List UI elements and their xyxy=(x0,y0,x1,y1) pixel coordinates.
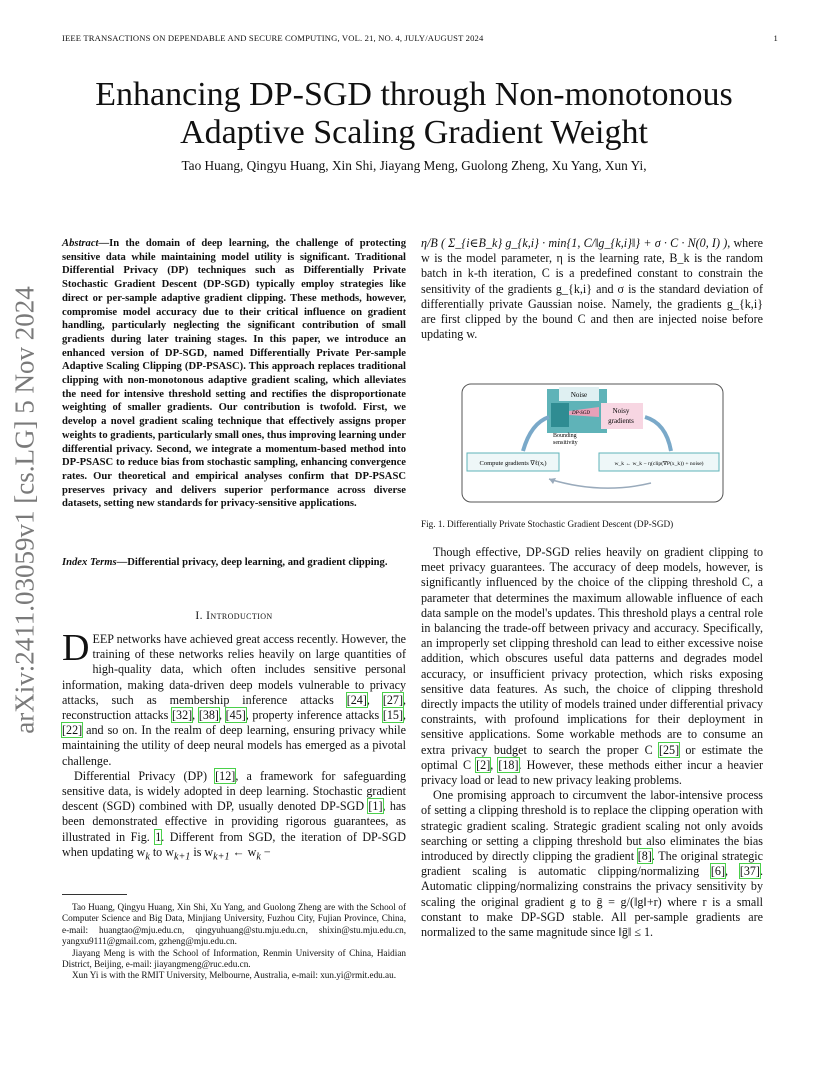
text-run: , xyxy=(725,864,740,879)
citation-link[interactable]: [38] xyxy=(198,708,219,723)
text-run: to w xyxy=(149,844,174,859)
citation-link[interactable]: [8] xyxy=(637,849,652,864)
abstract-label: Abstract xyxy=(62,238,99,249)
right-column-body xyxy=(421,545,763,940)
citation-link[interactable]: [27] xyxy=(382,692,403,707)
text-run: and so on. In the realm of deep learning, ensuring privacy while maintaining the utility of deep neural models has emerged as a pivotal challenge. xyxy=(62,723,406,768)
citation-link[interactable]: [22] xyxy=(62,723,83,738)
abstract xyxy=(62,237,406,511)
text-run: Though effective, DP-SGD relies heavily on gradient clipping to meet privacy guarantees. The accuracy of deep models, however, is significantly influenced by the choice of the clipping threshold C, a parameter that determines the maximum allowable influence of each data sample on the model's updates. This threshold plays a central role in balancing the trade-off between privacy and accuracy. Specifically, an improperly set clipping threshold can lead to either excessive noise addition, which obscures useful data patterns and degrades model accuracy, or insufficient privacy protection, which risks exposing sensitive data features. As such, the choice of clipping threshold directly impacts the utility of models trained under differential privacy constraints, with profound implications for their deployment in sensitive applications. Some workable methods are to consume an extra privacy budget to search the proper C xyxy=(421,545,763,757)
author-list: Tao Huang, Qingyu Huang, Xin Shi, Jiayang Meng, Guolong Zheng, Xu Yang, Xun Yi, xyxy=(181,158,647,173)
dp-sgd-update-paragraph xyxy=(421,236,763,342)
text-run: . However, these methods either incur a heavier privacy load or lead to new privacy leaking problems. xyxy=(421,757,764,788)
journal-name: IEEE TRANSACTIONS ON DEPENDABLE AND SECURE COMPUTING, VOL. 21, NO. 4, JULY/AUGUST 2024 xyxy=(62,33,484,43)
gradients-label: gradients xyxy=(608,417,634,425)
text-run: , reconstruction attacks xyxy=(62,692,407,723)
text-run: or estimate the optimal C xyxy=(421,742,764,772)
section-heading-introduction: I. Introduction xyxy=(195,610,273,622)
text-run: − xyxy=(260,844,271,859)
text-run: One promising approach to circumvent the labor-intensive process of setting a clipping threshold is to replace the clipping operation with strategic gradient scaling. Strategic gradient scaling not only avoids searching or setting a clipping threshold but also eliminates the bias introduced by directly clipping the gradient xyxy=(421,788,763,864)
arxiv-id: arXiv:2411.03059v1 [cs.LG] 5 Nov 2024 xyxy=(9,286,40,734)
footnote-affiliation-3: Xun Yi is with the RMIT University, Melbourne, Australia, e-mail: xun.yi@rmit.edu.au. xyxy=(72,970,397,981)
index-terms-text: —Differential privacy, deep learning, and gradient clipping. xyxy=(116,557,388,568)
noise-label: Noise xyxy=(570,391,588,399)
text-run: . Different from SGD, the iteration of DP-SGD when updating w xyxy=(62,829,406,859)
text-run: , xyxy=(192,708,199,723)
text-run: , a framework for safeguarding sensitive data, is widely adopted in deep learning. Stochastic gradient descent (SGD) combined with DP, usually denoted DP-SGD xyxy=(62,768,406,814)
citation-link[interactable]: [45] xyxy=(225,708,246,723)
title-line-1: Enhancing DP-SGD through Non-monotonous xyxy=(95,76,733,113)
right-paragraph-2 xyxy=(421,788,763,940)
noisy-label: Noisy xyxy=(612,407,630,415)
update-label: w_k ← w_k − η(clip(∇P(x_k)) + noise) xyxy=(614,461,704,467)
text-run: , where w is the model parameter, η is the learning rate, B_k is the random batch in k-th iteration, C is a predefined constant to constrain the sensitivity of the gradients g_{k,i} and σ is the standard deviation of differentially private Gaussian noise. Namely, the gradients g_{k,i} are first clipped by the bound C and then are injected noise before updating w. xyxy=(421,236,763,342)
running-header xyxy=(62,33,778,43)
citation-link[interactable]: [12] xyxy=(215,768,236,783)
abstract-text: —In the domain of deep learning, the challenge of protecting sensitive data while maintaining model utility is significant. Traditional Differential Privacy (DP) techniques such as Differentially Private Stochastic Gradient Descent (DP-SGD) typically employ strategies like direct or per-sample adaptive gradient clipping. These methods, however, compromise model accuracy due to their critical influence on gradient handling, particularly neglecting the significant contribution of small gradients during later training stages. In this paper, we introduce an enhanced version of DP-SGD, named Differentially Private Per-sample Adaptive Scaling Clipping (DP-PSASC). This approach replaces traditional clipping with non-monotonous adaptive gradient scaling, which alleviates the need for intensive threshold setting and rectifies the disproportionate weighting of smaller gradients. Our contribution is twofold. First, we develop a novel gradient scaling technique that effectively assigns proper weights to gradients, particularly small ones, thus improving learning under differential privacy. Second, we integrate a momentum-based method into DP-PSASC to reduce bias from stochastic sampling, enhancing convergence rates. Our theoretical and empirical analyses confirm that DP-PSASC preserves privacy and delivers superior performance across diverse datasets, setting new standards for privacy-sensitive applications. xyxy=(62,238,406,510)
index-terms-label: Index Terms xyxy=(62,557,117,568)
page-number: 1 xyxy=(773,33,778,43)
citation-link[interactable]: [15] xyxy=(382,708,403,723)
bounding-block xyxy=(551,403,569,427)
introduction-body xyxy=(62,627,407,864)
text-run: EEP networks have achieved great access recently. However, the training of these networks relies heavily on large quantities of high-quality data, which often includes sensitive personal information, making data-driven deep models vulnerable to privacy attacks, such as membership inference attacks xyxy=(62,632,406,707)
text-run: , xyxy=(490,757,499,772)
citation-link[interactable]: [37] xyxy=(739,864,760,879)
paper-title xyxy=(60,76,768,152)
compute-gradients-label: Compute gradients ∇ℓ(xᵢ) xyxy=(479,460,547,467)
bounding-label: Bounding xyxy=(553,433,577,439)
text-run: , xyxy=(402,708,407,723)
text-run: Differential Privacy (DP) xyxy=(74,768,216,783)
intro-paragraph-2: Differential Privacy (DP) [12], a framework for safeguarding sensitive data, is widely adopted in deep learning. Stochastic gradient descent (SGD) combined with DP, usually denoted DP-SGD [1], has been demonstrated effective in providing rigorous guarantees, as illustrated in Fig. 1. Different from SGD, the iteration of DP-SGD when updating $w_k$ to $w_{k+1}$ is $w_{k+1}$ ← $w_k$ − xyxy=(62,768,406,863)
text-run: , has been demonstrated effective in providing rigorous guarantees, as illustrated in Fig. xyxy=(62,799,406,844)
citation-link[interactable]: [2] xyxy=(476,757,491,772)
intro-paragraph-1 xyxy=(62,627,407,769)
citation-link[interactable]: [18] xyxy=(498,757,519,772)
footnotes xyxy=(62,902,406,982)
dp-sgd-diagram xyxy=(461,383,724,503)
right-paragraph-1 xyxy=(421,545,763,788)
figure-link[interactable]: 1 xyxy=(155,829,162,844)
footnote-rule xyxy=(62,894,127,895)
text-run: . Automatic clipping/normalizing constrains the privacy sensitivity by scaling the original gradient g to ḡ = g/(‖g‖+r) where r is a small constant to make DP-SGD stable. All per-sample gradients are normalized to the same magnitude since ‖ḡ‖ ≤ 1. xyxy=(421,864,763,940)
figure-1 xyxy=(461,383,724,503)
dp-sgd-arrow-label: DP-SGD xyxy=(571,411,591,416)
text-run: is w xyxy=(190,844,214,859)
footnote-affiliation-1: Tao Huang, Qingyu Huang, Xin Shi, Xu Yang, and Guolong Zheng are with the School of Computer Science and Big Data, Minjiang University, Fuzhou City, Fujian Province, China, e-mail: huangtao@mju.edu.cn, qingyuhuang@stu.mju.edu.cn, shixin@stu.mju.edu.cn, yangxu9111@gmail.com, gzheng@mju.edu.cn. xyxy=(62,902,406,947)
text-run: ← w xyxy=(229,844,257,859)
text-run: , xyxy=(366,692,383,707)
citation-link[interactable]: [32] xyxy=(172,708,193,723)
footnote-affiliation-2: Jiayang Meng is with the School of Information, Renmin University of China, Haidian District, Beijing, e-mail: jiayangmeng@ruc.edu.cn. xyxy=(62,947,406,970)
drop-cap: D xyxy=(62,627,90,669)
citation-link[interactable]: [1] xyxy=(368,799,383,814)
figure-1-caption: Fig. 1. Differentially Private Stochastic Gradient Descent (DP-SGD) xyxy=(421,519,674,529)
dp-sgd-formula: η/B ( Σ_{i∈B_k} g_{k,i} · min{1, C/‖g_{k,i}‖} + σ · C · N(0, I) ) xyxy=(421,236,728,250)
citation-link[interactable]: [6] xyxy=(710,864,726,879)
sensitivity-label: sensitivity xyxy=(553,440,578,446)
title-line-2: Adaptive Scaling Gradient Weight xyxy=(180,114,648,151)
text-run: , property inference attacks xyxy=(245,708,383,723)
citation-link[interactable]: [25] xyxy=(658,742,680,757)
text-run: . The original strategic gradient scaling is automatic clipping/normalizing xyxy=(421,849,763,879)
right-column-intro-continued xyxy=(421,236,763,342)
citation-link[interactable]: [24] xyxy=(346,692,367,707)
arxiv-stamp xyxy=(2,286,48,734)
text-run: , xyxy=(218,708,226,723)
index-terms xyxy=(62,556,406,570)
